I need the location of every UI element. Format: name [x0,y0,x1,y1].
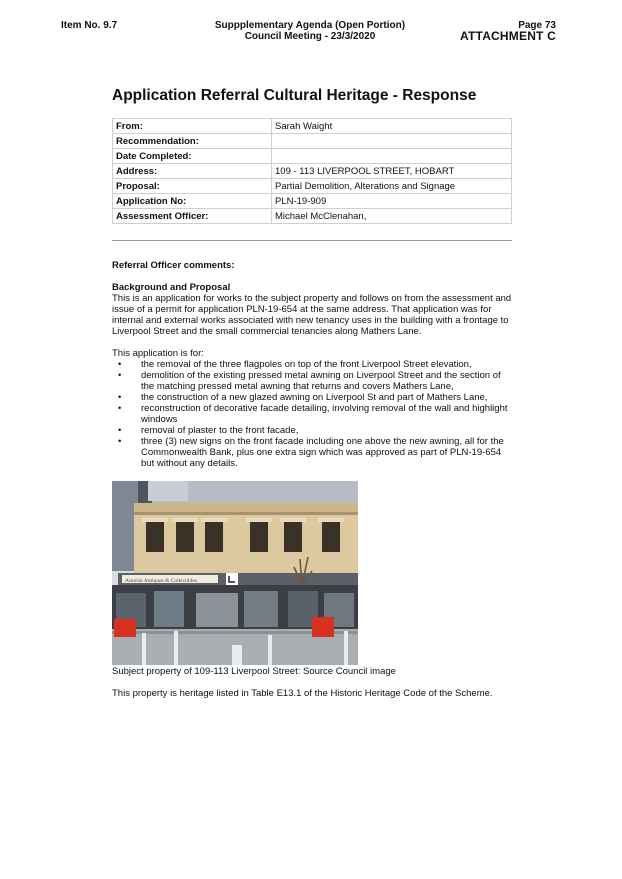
page-header [460,20,556,42]
page-title: Application Referral Cultural Heritage - Response [112,87,477,104]
table-row [113,119,512,134]
list-item-text: three (3) new signs on the front facade including one above the new awning, all for the Commonwealth Bank, plus one extra sign which was approved as part of PLN-19-654 but without any details. [141,436,504,469]
agenda-header [210,20,410,42]
list-item [112,436,514,469]
bullet-icon: • [118,370,122,381]
list-item-text: the removal of the three flagpoles on top of the front Liverpool Street elevation, [141,359,472,370]
section-divider [112,240,512,241]
item-number: Item No. 9.7 [61,20,118,31]
works-list [112,359,514,469]
list-item-text: removal of plaster to the front facade, [141,425,299,436]
row-value: Michael McClenahan, [272,209,512,224]
agenda-title: Suppplementary Agenda (Open Portion) [214,20,406,31]
row-label: From: [113,119,272,134]
bullet-icon: • [118,392,122,403]
referral-details-table [112,118,512,224]
background-heading: Background and Proposal [112,282,231,293]
application-intro: This application is for: [112,348,204,359]
list-item [112,392,514,403]
table-row [113,194,512,209]
list-item [112,359,514,370]
subject-property-photo [112,481,358,665]
row-value [272,134,512,149]
row-label: Date Completed: [113,149,272,164]
list-item [112,403,514,425]
meeting-date: Council Meeting - 23/3/2020 [244,31,376,42]
row-label: Proposal: [113,179,272,194]
list-item-text: reconstruction of decorative facade detailing, involving removal of the wall and highlight windows [141,403,508,425]
table-row [113,209,512,224]
heritage-note: This property is heritage listed in Table E13.1 of the Historic Heritage Code of the Scheme. [112,688,493,699]
list-item-text: demolition of the existing pressed metal awning on Liverpool Street and the section of the matching pressed metal awning that returns and covers Mathers Lane, [141,370,501,392]
bullet-icon: • [118,359,122,370]
table-row [113,134,512,149]
photo-caption: Subject property of 109-113 Liverpool Street: Source Council image [112,666,396,677]
table-row [113,149,512,164]
referral-comments-heading: Referral Officer comments: [112,260,235,271]
row-value: Partial Demolition, Alterations and Signage [272,179,512,194]
list-item [112,425,514,436]
row-label: Application No: [113,194,272,209]
row-value: PLN-19-909 [272,194,512,209]
row-value: 109 - 113 LIVERPOOL STREET, HOBART [272,164,512,179]
list-item [112,370,514,392]
row-label: Assessment Officer: [113,209,272,224]
row-label: Address: [113,164,272,179]
list-item-text: the construction of a new glazed awning on Liverpool St and part of Mathers Lane, [141,392,488,403]
table-row [113,179,512,194]
shop-sign-text: Arnolds Antiques & Collectibles [125,578,197,584]
row-value: Sarah Waight [272,119,512,134]
bullet-icon: • [118,436,122,447]
bullet-icon: • [118,425,122,436]
page-number: Page 73 [518,20,556,31]
row-value [272,149,512,164]
table-row [113,164,512,179]
background-paragraph: This is an application for works to the subject property and follows on from the assessment and issue of a permit for application PLN-19-654 at the same address. That application was for internal and external works associated with new tenancy uses in the building with a frontage to Liverpool Street and the small commercial tenancies along Mathers Lane. [112,293,512,337]
bullet-icon: • [118,403,122,414]
attachment-label: ATTACHMENT C [460,29,556,43]
row-label: Recommendation: [113,134,272,149]
